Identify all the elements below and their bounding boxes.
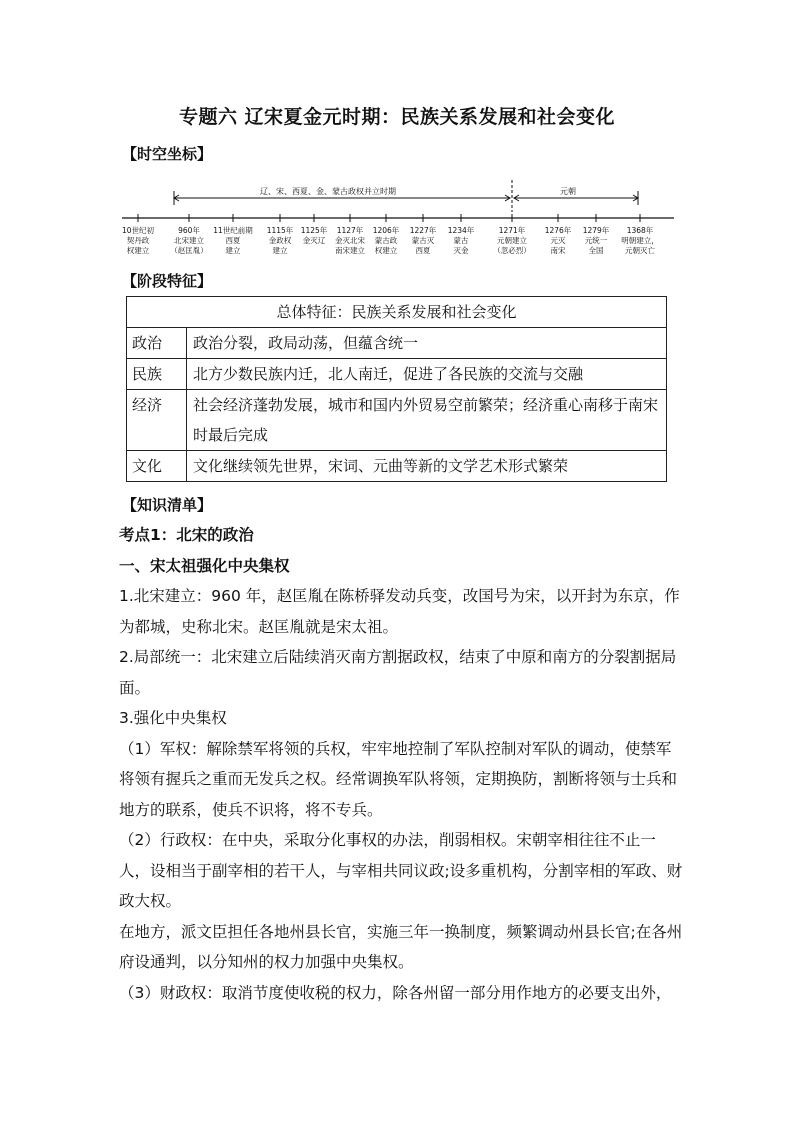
timeline-event-label: （忽必烈） [493,246,531,255]
row-text: 文化继续领先世界，宋词、元曲等新的文学艺术形式繁荣 [187,451,667,482]
timeline-event-label: 西夏 [415,246,431,255]
stage-features-table [126,296,667,482]
paragraph: （2）行政权：在中央，采取分化事权的办法，削弱相权。宋朝宰相往往不止一人，设相当于副宰相的若干人，与宰相共同议政;设多重机构，分割宰相的军政、财政大权。 [119,831,683,910]
row-text: 北方少数民族内迁，北人南迁，促进了各民族的交流与交融 [187,359,667,390]
timeline-event-label: 建立 [225,246,241,255]
timeline-event-date: 1234年 [447,226,475,235]
timeline-event-date: 1276年 [544,226,572,235]
timeline-event-label: 元朝灭亡 [625,246,655,255]
timeline-event-date: 1227年 [409,226,437,235]
table-row [127,451,667,482]
table-header-row [127,297,667,328]
period2-label: 元朝 [560,187,576,196]
timeline-diagram [118,178,678,266]
timeline-heading: 【时空坐标】 [122,145,213,163]
row-label: 经济 [127,390,187,451]
timeline-event-label: 明朝建立， [621,236,659,245]
row-label: 文化 [127,451,187,482]
row-label: 民族 [127,359,187,390]
timeline-event-label: 北宋建立 [174,236,204,245]
timeline-event-date: 1115年 [266,226,294,235]
row-text: 社会经济蓬勃发展，城市和国内外贸易空前繁荣；经济重心南移于南宋时最后完成 [187,390,667,451]
paragraph: （3）财政权：取消节度使收税的权力，除各州留一部分用作地方的必要支出外， [119,983,672,1002]
timeline-event-label: （赵匡胤） [170,246,208,255]
timeline-event-date: 1125年 [300,226,328,235]
paragraph: 1.北宋建立：960 年，赵匡胤在陈桥驿发动兵变，改国号为宋，以开封为东京，作为都城，史称北宋。赵匡胤就是宋太祖。 [119,587,680,636]
timeline-event-label: 西夏 [225,236,241,245]
paragraph: 2.局部统一：北宋建立后陆续消灭南方割据政权，结束了中原和南方的分裂割据局面。 [119,648,677,697]
timeline-events [122,214,659,255]
timeline-event-label: 灭金 [453,246,469,255]
paragraph: 在地方，派文臣担任各地州县长官，实施三年一换制度，频繁调动州县长官;在各州府设通判，以分知州的权力加强中央集权。 [119,922,683,971]
timeline-event-label: 蒙古 [453,236,469,245]
timeline-event-date: 10世纪初 [121,226,155,235]
table-row [127,359,667,390]
period1-label: 辽、宋、西夏、金、蒙古政权并立时期 [260,187,396,196]
subsection-title: 一、宋太祖强化中央集权 [119,556,290,575]
timeline-event-label: 金灭辽 [302,236,326,245]
timeline-event-label: 蒙古政 [374,236,398,245]
timeline-event-label: 金政权 [268,236,292,245]
timeline-event-date: 11世纪前期 [213,226,253,235]
table-header: 总体特征：民族关系发展和社会变化 [127,297,667,328]
timeline-event-date: 1127年 [336,226,364,235]
timeline-event-date: 1271年 [498,226,526,235]
row-text: 政治分裂，政局动荡，但蕴含统一 [187,328,667,359]
timeline-event-label: 金灭北宋 [335,236,365,245]
timeline-event-label: 契丹政 [126,236,150,245]
table-row [127,328,667,359]
timeline-event-label: 权建立 [126,246,150,255]
page-title: 专题六 辽宋夏金元时期：民族关系发展和社会变化 [178,106,616,128]
knowledge-point-title: 考点1：北宋的政治 [119,526,254,544]
timeline-event-label: 全国 [588,246,604,255]
knowledge-content [119,520,684,1008]
timeline-event-label: 南宋 [550,246,566,255]
timeline-event-label: 南宋建立 [335,246,365,255]
knowledge-heading: 【知识清单】 [122,496,213,514]
period2-bracket [514,191,638,205]
timeline-event-date: 1368年 [626,226,654,235]
row-label: 政治 [127,328,187,359]
stage-heading: 【阶段特征】 [122,272,213,290]
timeline-event-label: 元统一 [584,236,608,245]
timeline-event-label: 建立 [272,246,288,255]
paragraph: （1）军权：解除禁军将领的兵权，牢牢地控制了军队控制对军队的调动，使禁军将领有握兵之重而无发兵之权。经常调换军队将领，定期换防，割断将领与士兵和地方的联系，使兵不识将，将不专兵。 [119,739,678,819]
timeline-event-label: 权建立 [374,246,398,255]
timeline-event-date: 1279年 [582,226,610,235]
paragraph: 3.强化中央集权 [119,709,227,727]
table-row [127,390,667,451]
timeline-event-date: 960年 [178,226,200,235]
timeline-event-label: 元朝建立 [497,236,527,245]
timeline-event-date: 1206年 [372,226,400,235]
timeline-event-label: 蒙古灭 [411,236,435,245]
timeline-event-label: 元灭 [550,236,566,245]
